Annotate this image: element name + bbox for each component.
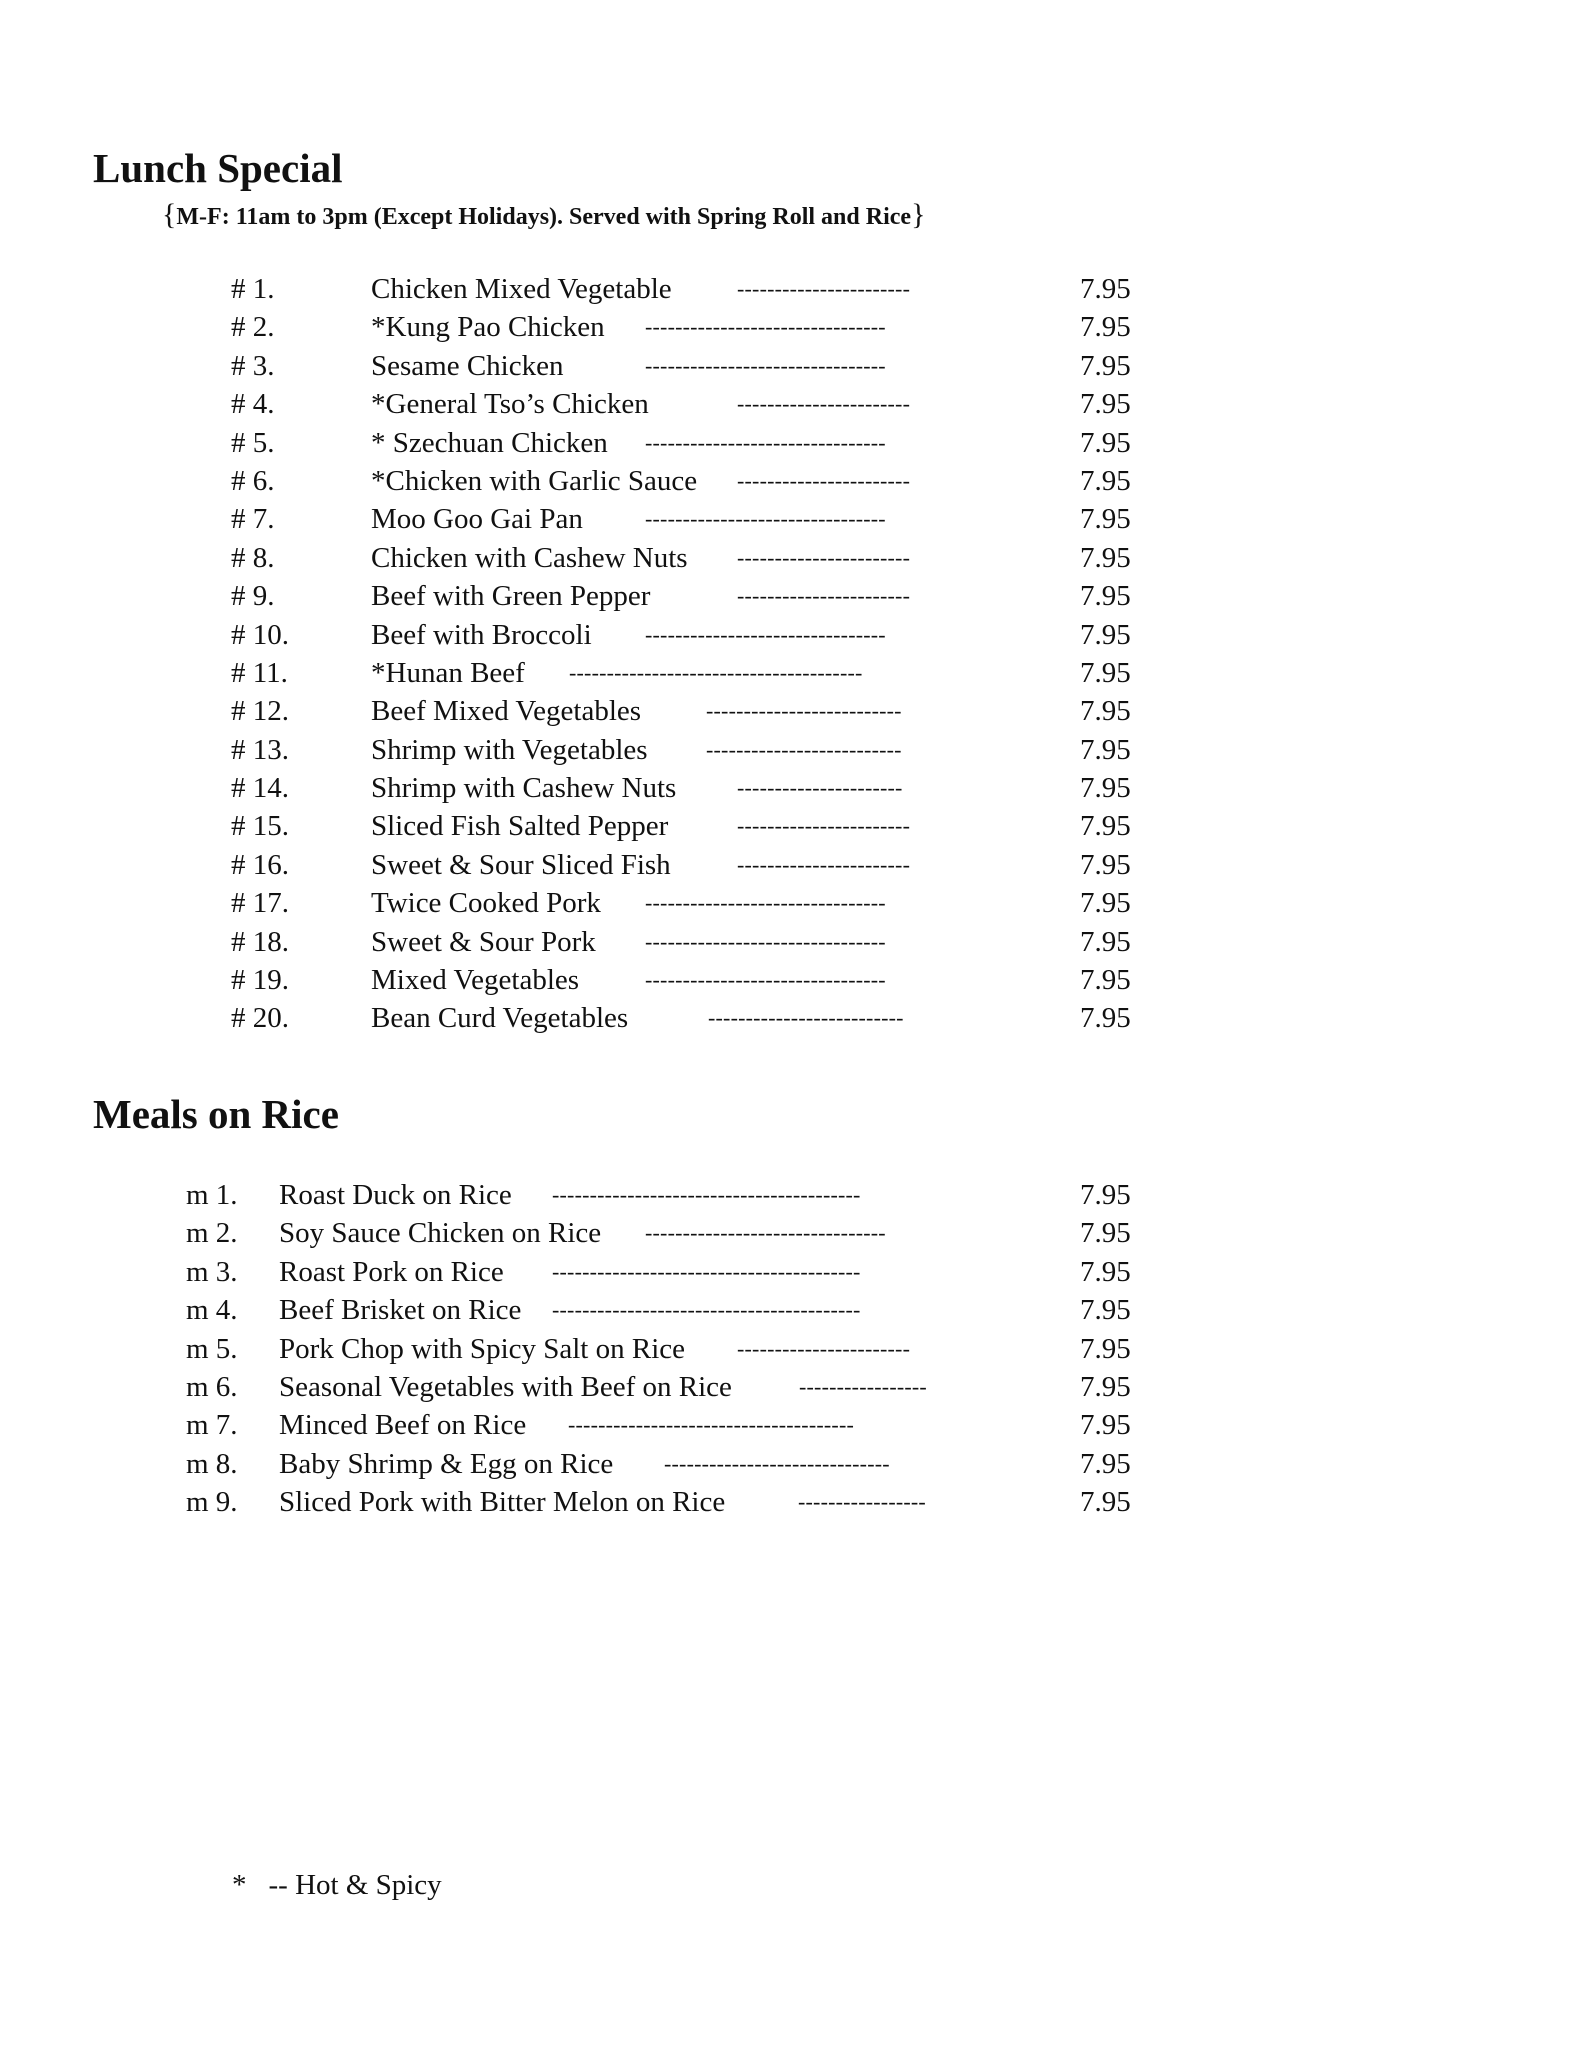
- item-price: 7.95: [1080, 580, 1131, 613]
- item-leader: --------------------------------: [645, 1220, 886, 1246]
- lunch-special-subtitle: [162, 198, 925, 234]
- item-number: # 10.: [231, 618, 289, 651]
- item-number: # 3.: [231, 349, 275, 382]
- menu-item: [0, 500, 1582, 538]
- item-name: Roast Pork on Rice: [279, 1255, 504, 1288]
- item-price: 7.95: [1080, 426, 1131, 459]
- subtitle-text: M-F: 11am to 3pm (Except Holidays). Served with Spring Roll and Rice: [176, 204, 912, 230]
- menu-item: [0, 462, 1582, 500]
- item-leader: -----------------------------------------: [552, 1297, 861, 1323]
- menu-item: [0, 1483, 1582, 1521]
- item-price: 7.95: [1080, 1447, 1131, 1480]
- item-name: Shrimp with Cashew Nuts: [371, 772, 677, 805]
- item-price: 7.95: [1080, 887, 1131, 920]
- item-price: 7.95: [1080, 1409, 1131, 1442]
- item-leader: --------------------------: [706, 698, 902, 724]
- menu-item: [0, 807, 1582, 845]
- menu-item: [0, 1330, 1582, 1368]
- item-price: 7.95: [1080, 349, 1131, 382]
- menu-item: [0, 424, 1582, 462]
- menu-item: [0, 961, 1582, 999]
- item-leader: -----------------------: [737, 813, 911, 839]
- item-price: 7.95: [1080, 618, 1131, 651]
- item-number: # 12.: [231, 695, 289, 728]
- menu-item: [0, 846, 1582, 884]
- meals-on-rice-title: Meals on Rice: [93, 1091, 339, 1137]
- item-leader: --------------------------------: [645, 429, 886, 455]
- item-leader: --------------------------------: [645, 314, 886, 340]
- item-leader: ---------------------------------------: [569, 659, 863, 685]
- item-leader: --------------------------------: [645, 890, 886, 916]
- menu-item: [0, 539, 1582, 577]
- item-leader: -----------------------: [737, 851, 911, 877]
- item-price: 7.95: [1080, 848, 1131, 881]
- item-leader: -----------------: [799, 1373, 927, 1399]
- item-number: # 20.: [231, 1002, 289, 1035]
- item-name: Chicken Mixed Vegetable: [371, 273, 672, 305]
- lunch-special-list: [0, 270, 1582, 1038]
- subtitle-open-brace: {: [162, 198, 177, 231]
- item-leader: -----------------------: [737, 1335, 911, 1361]
- item-name: Roast Duck on Rice: [279, 1179, 512, 1211]
- item-number: # 19.: [231, 964, 289, 997]
- menu-item: [0, 923, 1582, 961]
- item-name: Seasonal Vegetables with Beef on Rice: [279, 1370, 732, 1403]
- item-price: 7.95: [1080, 733, 1131, 766]
- item-price: 7.95: [1080, 388, 1131, 421]
- item-number: m 1.: [186, 1179, 238, 1211]
- item-price: 7.95: [1080, 925, 1131, 958]
- item-price: 7.95: [1080, 810, 1131, 843]
- item-name: *Kung Pao Chicken: [371, 311, 605, 344]
- item-name: Sweet & Sour Pork: [371, 925, 596, 958]
- item-name: *General Tso’s Chicken: [371, 388, 649, 421]
- menu-item: [0, 1176, 1582, 1214]
- item-price: 7.95: [1080, 1332, 1131, 1365]
- item-name: Soy Sauce Chicken on Rice: [279, 1217, 602, 1250]
- item-name: Mixed Vegetables: [371, 964, 580, 997]
- item-number: m 7.: [186, 1409, 238, 1442]
- item-price: 7.95: [1080, 311, 1131, 344]
- item-name: Shrimp with Vegetables: [371, 733, 648, 766]
- item-leader: --------------------------------: [645, 352, 886, 378]
- item-leader: -----------------------------------------: [552, 1258, 861, 1284]
- menu-item: [0, 1368, 1582, 1406]
- item-name: Sesame Chicken: [371, 349, 564, 382]
- item-price: 7.95: [1080, 1217, 1131, 1250]
- item-name: Minced Beef on Rice: [279, 1409, 527, 1442]
- menu-item: [0, 731, 1582, 769]
- item-name: Bean Curd Vegetables: [371, 1002, 629, 1035]
- item-name: Pork Chop with Spicy Salt on Rice: [279, 1332, 685, 1365]
- item-name: *Hunan Beef: [371, 656, 525, 689]
- item-name: Beef with Green Pepper: [371, 580, 651, 613]
- item-name: *Chicken with Garlic Sauce: [371, 464, 698, 497]
- item-price: 7.95: [1080, 1179, 1131, 1211]
- menu-item: [0, 999, 1582, 1037]
- item-leader: --------------------------------------: [568, 1412, 854, 1438]
- item-name: * Szechuan Chicken: [371, 426, 608, 459]
- menu-item: [0, 1291, 1582, 1329]
- item-number: # 11.: [231, 656, 288, 689]
- item-number: # 9.: [231, 580, 275, 613]
- item-price: 7.95: [1080, 1370, 1131, 1403]
- item-number: m 2.: [186, 1217, 238, 1250]
- item-leader: -----------------------: [737, 391, 911, 417]
- item-number: # 8.: [231, 541, 275, 574]
- item-leader: --------------------------------: [645, 621, 886, 647]
- subtitle-close-brace: }: [911, 198, 926, 231]
- item-number: # 6.: [231, 464, 275, 497]
- item-price: 7.95: [1080, 772, 1131, 805]
- item-price: 7.95: [1080, 1486, 1131, 1519]
- item-leader: --------------------------------: [645, 928, 886, 954]
- menu-item: [0, 385, 1582, 423]
- item-leader: --------------------------: [706, 736, 902, 762]
- meals-on-rice-list: [0, 1176, 1582, 1522]
- item-number: m 3.: [186, 1255, 238, 1288]
- spicy-legend: [232, 1866, 442, 1904]
- item-name: Baby Shrimp & Egg on Rice: [279, 1447, 614, 1480]
- lunch-special-title: Lunch Special: [93, 145, 343, 191]
- item-name: Sweet & Sour Sliced Fish: [371, 848, 671, 881]
- item-number: # 15.: [231, 810, 289, 843]
- menu-item: [0, 577, 1582, 615]
- menu-item: [0, 769, 1582, 807]
- item-leader: -----------------: [798, 1489, 926, 1515]
- item-number: # 18.: [231, 925, 289, 958]
- item-number: # 16.: [231, 848, 289, 881]
- item-number: m 8.: [186, 1447, 238, 1480]
- item-number: # 5.: [231, 426, 275, 459]
- item-name: Beef Brisket on Rice: [279, 1294, 522, 1327]
- item-number: # 4.: [231, 388, 275, 421]
- item-leader: -----------------------------------------: [552, 1182, 861, 1207]
- item-leader: -----------------------: [737, 467, 911, 493]
- item-number: # 7.: [231, 503, 275, 536]
- item-price: 7.95: [1080, 1002, 1131, 1035]
- item-leader: --------------------------------: [645, 506, 886, 532]
- item-leader: -----------------------: [737, 276, 911, 301]
- menu-item: [0, 347, 1582, 385]
- item-leader: -----------------------: [737, 583, 911, 609]
- menu-item: [0, 692, 1582, 730]
- item-name: Sliced Fish Salted Pepper: [371, 810, 669, 843]
- item-name: Twice Cooked Pork: [371, 887, 601, 920]
- menu-item: [0, 654, 1582, 692]
- item-leader: ------------------------------: [664, 1450, 890, 1476]
- menu-item: [0, 270, 1582, 308]
- item-name: Beef with Broccoli: [371, 618, 592, 651]
- item-leader: --------------------------------: [645, 967, 886, 993]
- spicy-legend-text: -- Hot & Spicy: [268, 1869, 442, 1901]
- menu-item: [0, 1253, 1582, 1291]
- item-leader: -----------------------: [737, 544, 911, 570]
- item-leader: ----------------------: [737, 775, 903, 801]
- item-number: # 14.: [231, 772, 289, 805]
- item-number: # 17.: [231, 887, 289, 920]
- item-number: # 2.: [231, 311, 275, 344]
- item-number: # 13.: [231, 733, 289, 766]
- menu-item: [0, 308, 1582, 346]
- menu-item: [0, 884, 1582, 922]
- item-name: Beef Mixed Vegetables: [371, 695, 642, 728]
- item-number: m 5.: [186, 1332, 238, 1365]
- item-price: 7.95: [1080, 464, 1131, 497]
- item-price: 7.95: [1080, 964, 1131, 997]
- menu-item: [0, 616, 1582, 654]
- item-price: 7.95: [1080, 1255, 1131, 1288]
- spicy-symbol: *: [232, 1869, 247, 1901]
- menu-item: [0, 1445, 1582, 1483]
- menu-item: [0, 1214, 1582, 1252]
- item-name: Chicken with Cashew Nuts: [371, 541, 688, 574]
- item-name: Moo Goo Gai Pan: [371, 503, 583, 536]
- item-number: m 4.: [186, 1294, 238, 1327]
- item-leader: --------------------------: [708, 1005, 904, 1031]
- item-price: 7.95: [1080, 1294, 1131, 1327]
- item-price: 7.95: [1080, 541, 1131, 574]
- item-price: 7.95: [1080, 656, 1131, 689]
- item-number: # 1.: [231, 273, 275, 305]
- item-number: m 9.: [186, 1486, 238, 1519]
- item-number: m 6.: [186, 1370, 238, 1403]
- item-name: Sliced Pork with Bitter Melon on Rice: [279, 1486, 726, 1519]
- item-price: 7.95: [1080, 503, 1131, 536]
- item-price: 7.95: [1080, 695, 1131, 728]
- item-price: 7.95: [1080, 273, 1131, 305]
- menu-item: [0, 1406, 1582, 1444]
